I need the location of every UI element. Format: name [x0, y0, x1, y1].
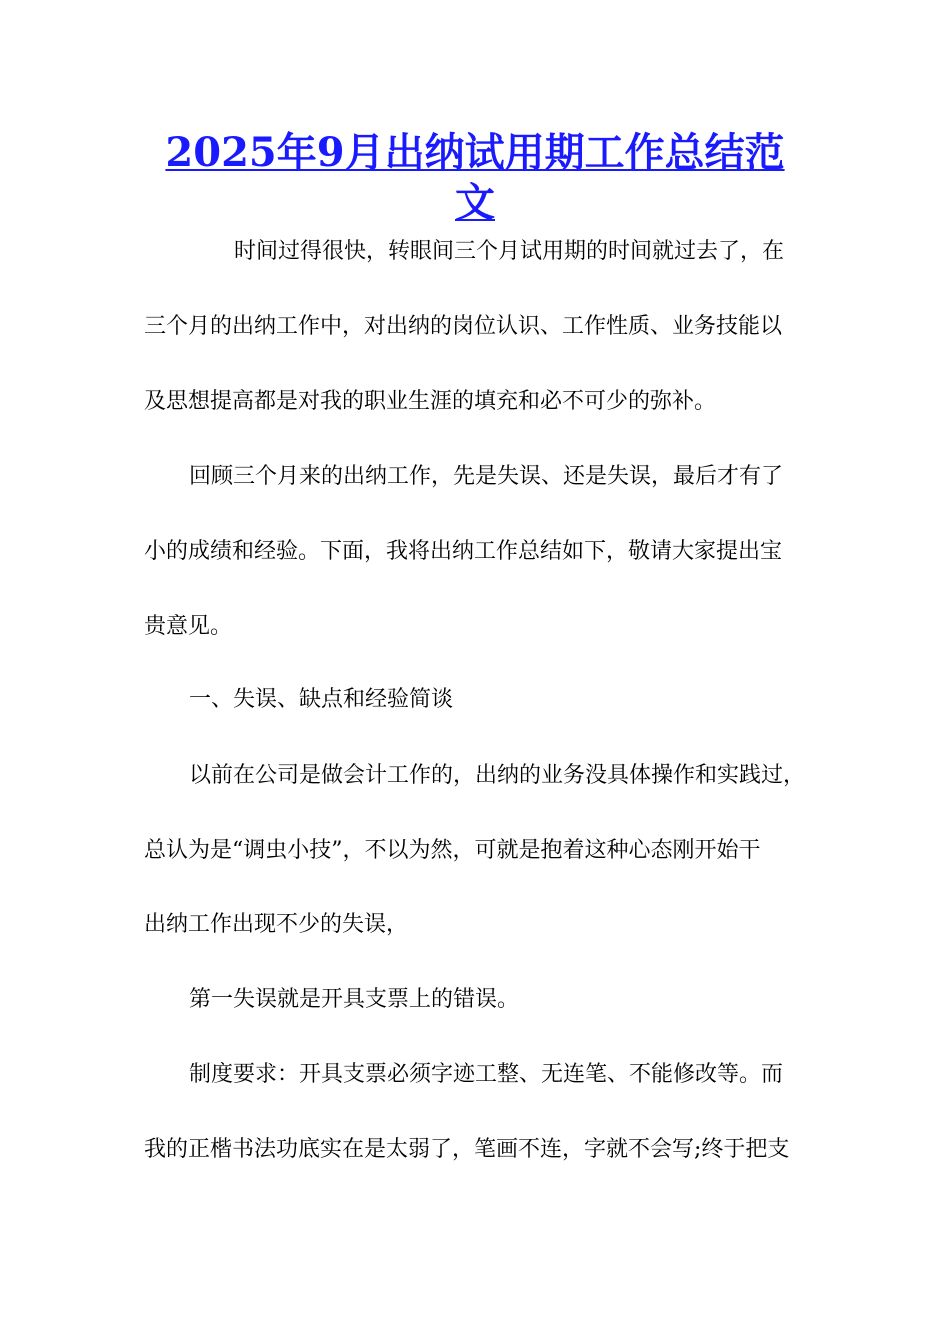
paragraph-line: 我的正楷书法功底实在是太弱了，笔画不连，字就不会写;终于把支 — [144, 1137, 790, 1162]
document-title[interactable]: 2025年9月出纳试用期工作总结范文 — [165, 129, 785, 226]
paragraph-line: 第一失误就是开具支票上的错误。 — [189, 987, 520, 1012]
section-heading: 一、失误、缺点和经验简谈 — [189, 687, 454, 712]
paragraph-line: 小的成绩和经验。下面，我将出纳工作总结如下，敬请大家提出宝 — [144, 539, 783, 564]
paragraph-line: 三个月的出纳工作中，对出纳的岗位认识、工作性质、业务技能以 — [144, 314, 783, 339]
paragraph-line: 及思想提高都是对我的职业生涯的填充和必不可少的弥补。 — [144, 389, 717, 414]
paragraph-line: 贵意见。 — [144, 614, 233, 639]
paragraph-line: 回顾三个月来的出纳工作，先是失误、还是失误，最后才有了 — [189, 464, 784, 489]
paragraph-line: 时间过得很快，转眼间三个月试用期的时间就过去了，在 — [234, 239, 785, 264]
paragraph-line: 出纳工作出现不少的失误， — [144, 912, 409, 937]
paragraph-line: 制度要求：开具支票必须字迹工整、无连笔、不能修改等。而 — [189, 1062, 784, 1087]
paragraph-line: 以前在公司是做会计工作的，出纳的业务没具体操作和实践过， — [189, 763, 806, 788]
paragraph-line: 总认为是“调虫小技”，不以为然，可就是抱着这种心态刚开始干 — [144, 838, 761, 863]
